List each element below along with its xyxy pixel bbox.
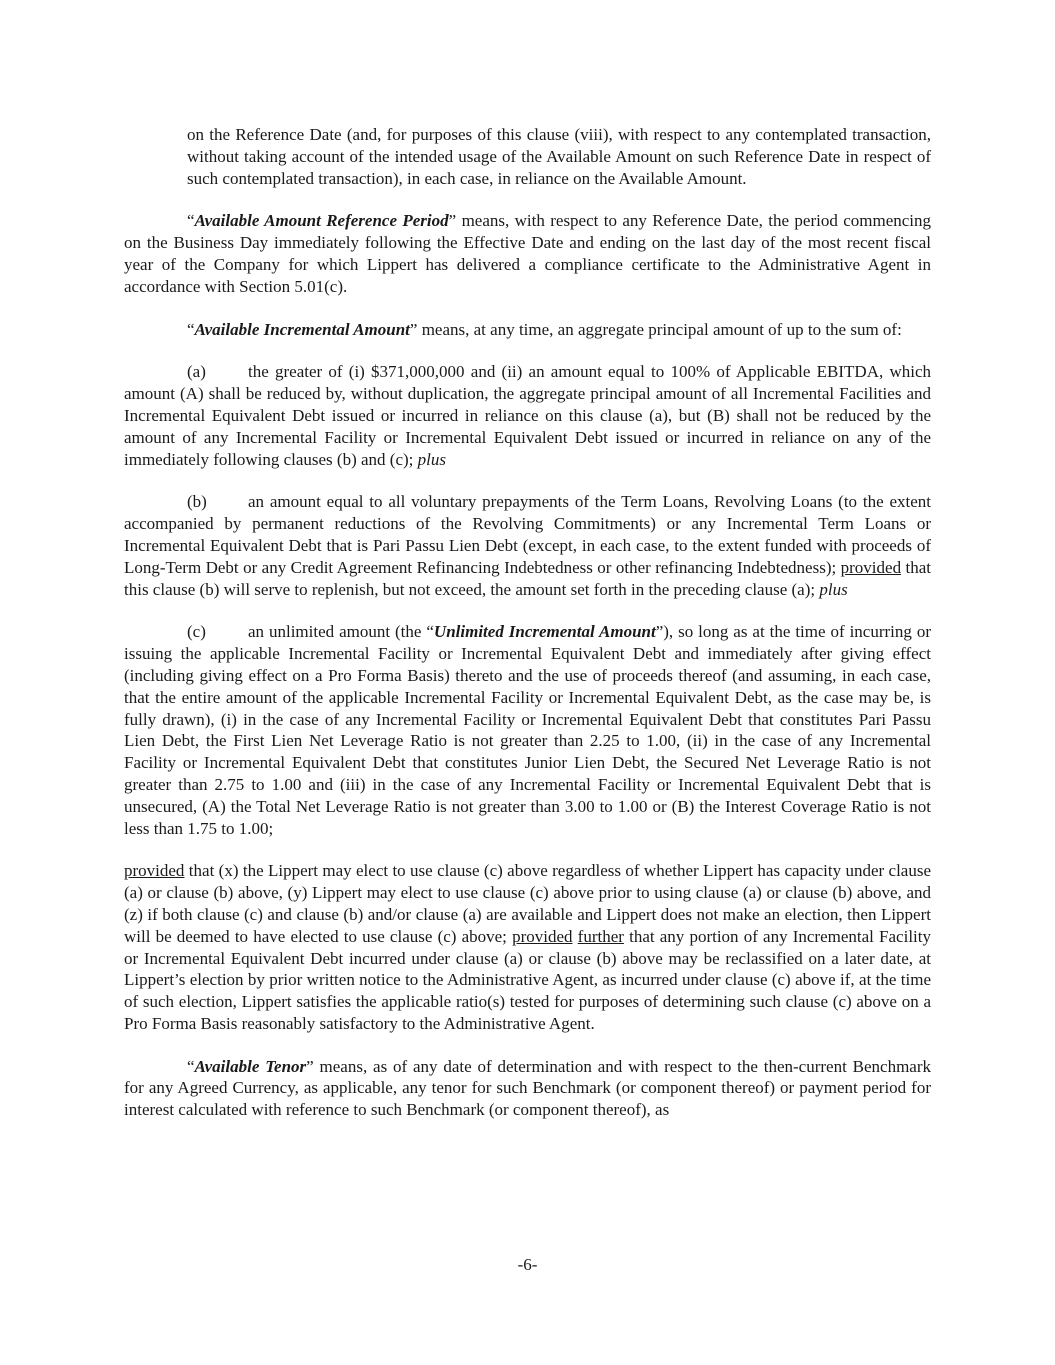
proviso-paragraph (124, 860, 931, 1034)
provided-word: provided (840, 557, 902, 577)
clause-b (124, 491, 931, 600)
clause-text: an unlimited amount (the “ (248, 622, 434, 642)
definition-body: means, as of any date of determination and with respect to the then-current Benchmark for any Agreed Currency, as applicable, any tenor for such Benchmark (or component thereof) or payment period for interest calculated with reference to such Benchmark (or component thereof), as (124, 1056, 931, 1120)
document-page (124, 124, 931, 1142)
open-quote: “ (187, 319, 195, 339)
clause-label: (a) (187, 362, 206, 382)
clause-text-cont: that this clause (b) will serve to replenish, but not exceed, the amount set forth in the preceding clause (a); (124, 557, 932, 599)
clause-c (124, 621, 931, 839)
close-quote: ” (306, 1056, 314, 1076)
close-quote: ” (448, 211, 457, 231)
clause-text-cont: ”), so long as at the time of incurring or issuing the applicable Incremental Facility or Incremental Equivalent Debt and immediately after giving effect (including giving effect on a Pro Forma Basis) thereto and the use of proceeds thereof (and assuming, in each case, that the entire amount of the applicable Incremental Facility or Incremental Equivalent Debt, as the case may be, is fully drawn), (i) in the case of any Incremental Facility or Incremental Equivalent Debt that constitutes Pari Passu Lien Debt, the First Lien Net Leverage Ratio is not greater than 2.25 to 1.00, (ii) in the case of any Incremental Facility or Incremental Equivalent Debt that constitutes Junior Lien Debt, the Secured Net Leverage Ratio is not greater than 2.75 to 1.00 and (iii) in the case of any Incremental Facility or Incremental Equivalent Debt that is unsecured, (A) the Total Net Leverage Ratio is not greater than 3.00 to 1.00 or (B) the Interest Coverage Ratio is not less than 1.75 to 1.00; (124, 622, 931, 838)
open-quote: “ (187, 211, 195, 231)
clause-a (124, 361, 931, 470)
definition-body: means, with respect to any Reference Date, the period commencing on the Business Day immediately following the Effective Date and ending on the last day of the most recent fiscal year of the Company for which Lippert has delivered a compliance certificate to the Administrative Agent in accordance with Section 5.01(c). (124, 211, 932, 296)
provided-word: provided (512, 926, 573, 946)
defined-term: Available Tenor (194, 1056, 307, 1076)
proviso-text: that (x) the Lippert may elect to use clause (c) above regardless of whether Lippert has capacity under clause (a) or clause (b) above, (y) Lippert may elect to use clause (c) above prior to using clause (a) or clause (b) above, and (z) if both clause (c) and clause (b) and/or clause (a) are available and Lippert does not make an election, then Lippert will be deemed to have elected to use clause (c) above; (124, 861, 931, 946)
clause-text: an amount equal to all voluntary prepayments of the Term Loans, Revolving Loans (to the extent accompanied by permanent reductions of the Revolving Commitments) or any Incremental Term Loans or Incremental Equivalent Debt that is Pari Passu Lien Debt (except, in each case, to the extent funded with proceeds of Long-Term Debt or any Credit Agreement Refinancing Indebtedness or other refinancing Indebtedness); (124, 492, 931, 577)
continuation-paragraph: on the Reference Date (and, for purposes of this clause (viii), with respect to any contemplated transaction, without taking account of the intended usage of the Available Amount on such Reference Date in respect of such contemplated transaction), in each case, in reliance on the Available Amount. (187, 125, 931, 188)
definition-available-incremental-amount (124, 319, 931, 341)
plus-word: plus (819, 579, 848, 599)
close-quote: ” (409, 319, 418, 339)
proviso-text-cont: that any portion of any Incremental Facility or Incremental Equivalent Debt incurred under clause (a) or clause (b) above may be reclassified on a later date, at Lippert’s election by prior written notice to the Administrative Agent, as incurred under clause (c) above if, at the time of such election, Lippert satisfies the applicable ratio(s) tested for purposes of determining such clause (c) above on a Pro Forma Basis reasonably satisfactory to the Administrative Agent. (124, 926, 931, 1033)
clause-label: (c) (187, 622, 206, 642)
clause-label: (b) (187, 492, 207, 512)
definition-body: means, at any time, an aggregate principal amount of up to the sum of: (417, 319, 902, 339)
provided-word: provided (124, 861, 185, 881)
definition-available-amount-reference-period (124, 210, 931, 297)
defined-term: Available Incremental Amount (194, 319, 410, 339)
plus-word: plus (417, 449, 446, 469)
defined-term: Available Amount Reference Period (194, 211, 449, 231)
clause-text: the greater of (i) $371,000,000 and (ii) an amount equal to 100% of Applicable EBITDA, which amount (A) shall be reduced by, without duplication, the aggregate principal amount of all Incremental Facilities and Incremental Equivalent Debt issued or incurred in reliance on this clause (a), but (B) shall not be reduced by the amount of any Incremental Facility or Incremental Equivalent Debt issued or incurred in reliance on any of the immediately following clauses (b) and (c); (124, 362, 931, 469)
defined-term: Unlimited Incremental Amount (433, 622, 656, 642)
open-quote: “ (187, 1056, 195, 1076)
page-number: -6- (517, 1255, 538, 1274)
definition-available-tenor (124, 1056, 931, 1121)
further-word: further (577, 926, 624, 946)
